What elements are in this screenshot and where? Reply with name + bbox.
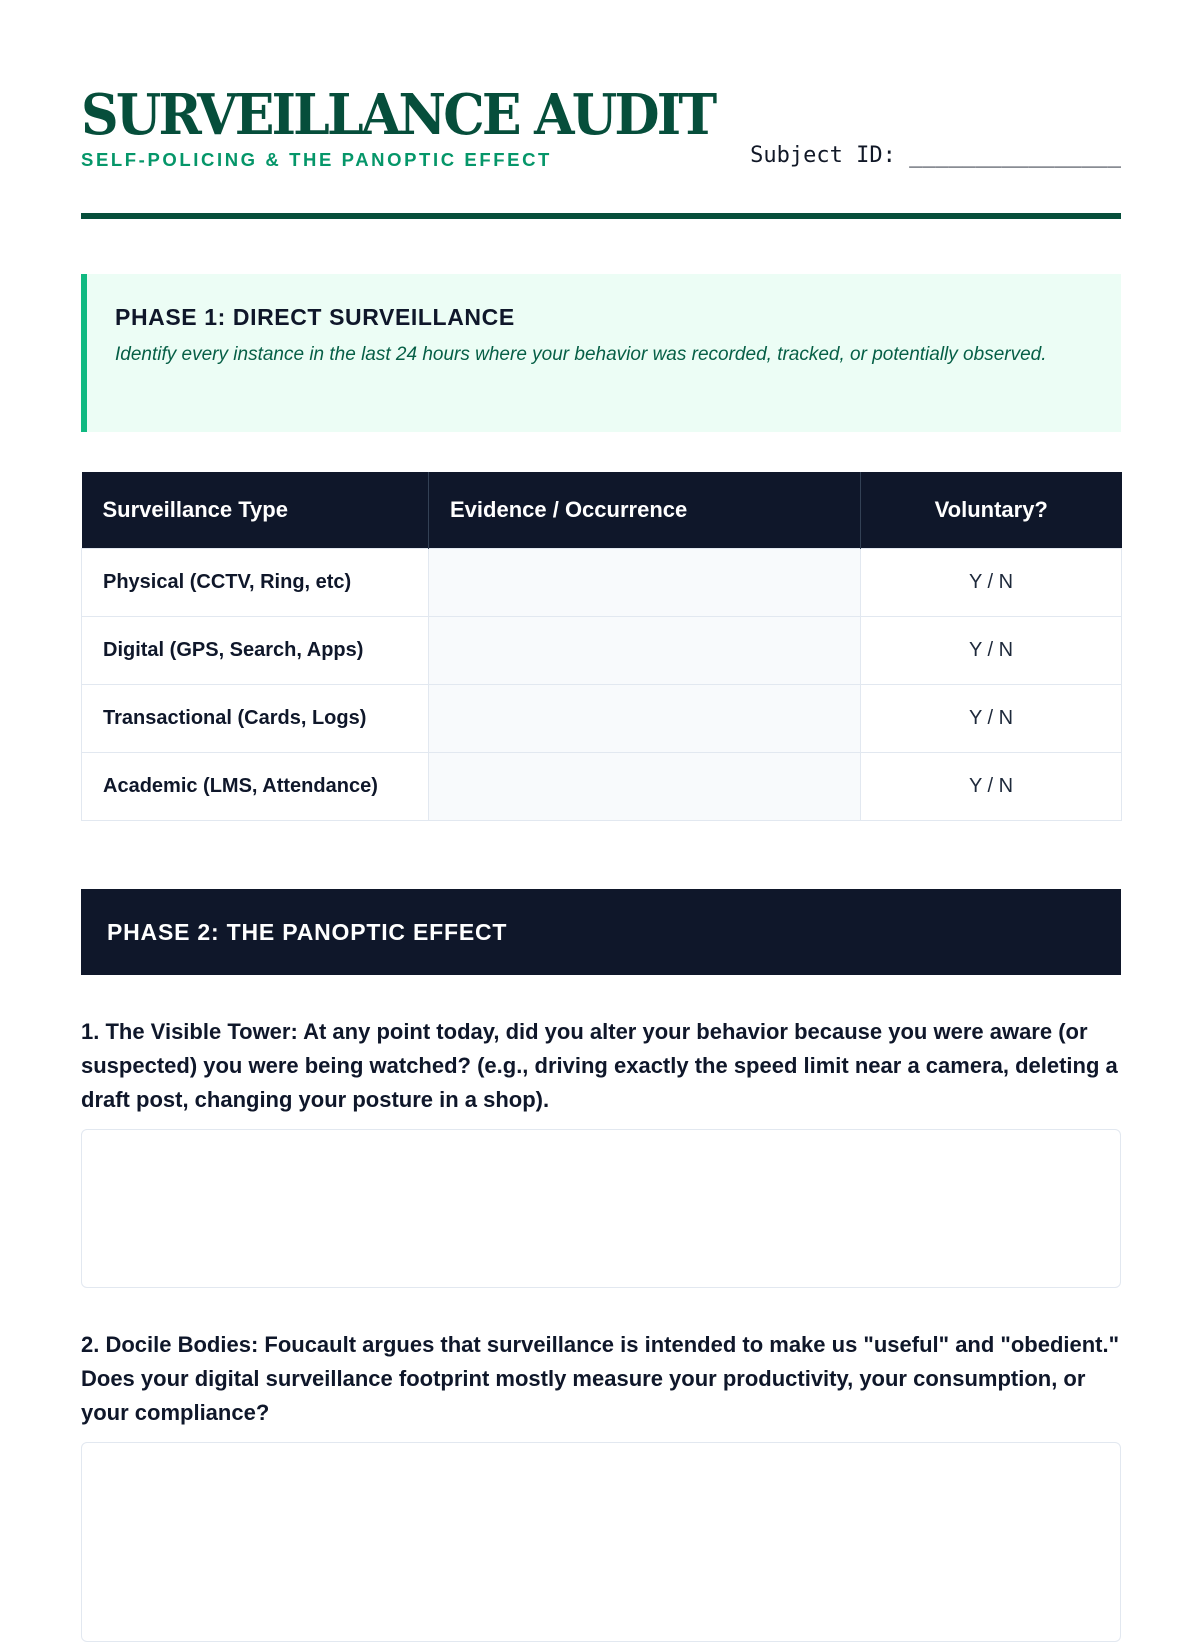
surveillance-type-cell: Digital (GPS, Search, Apps) — [82, 617, 429, 685]
table-header-row — [82, 472, 1122, 549]
worksheet-header — [81, 0, 1121, 222]
evidence-cell[interactable] — [429, 685, 861, 753]
surveillance-type-cell: Academic (LMS, Attendance) — [82, 753, 429, 821]
header-divider — [81, 213, 1121, 219]
evidence-cell[interactable] — [429, 617, 861, 685]
phase1-title: PHASE 1: DIRECT SURVEILLANCE — [115, 304, 515, 330]
page-subtitle: SELF-POLICING & THE PANOPTIC EFFECT — [81, 149, 552, 170]
evidence-cell[interactable] — [429, 753, 861, 821]
col-header-evidence: Evidence / Occurrence — [429, 472, 861, 549]
col-header-voluntary: Voluntary? — [861, 472, 1122, 549]
question-1: 1. The Visible Tower: At any point today, did you alter your behavior because you were aware (or suspected) you were being watched? (e.g., driving exactly the speed limit near a camera, deleting a draft post, changing your posture in a shop). — [81, 1019, 1118, 1112]
surveillance-table — [81, 472, 1122, 821]
subject-id-blank: ________________ — [909, 143, 1121, 168]
col-header-type: Surveillance Type — [82, 472, 429, 549]
voluntary-cell[interactable]: Y / N — [861, 617, 1122, 685]
voluntary-cell[interactable]: Y / N — [861, 685, 1122, 753]
phase2-banner — [81, 889, 1121, 975]
table-row — [82, 549, 1122, 617]
voluntary-cell[interactable]: Y / N — [861, 549, 1122, 617]
worksheet-page — [81, 0, 1121, 1425]
phase1-instructions: Identify every instance in the last 24 hours where your behavior was recorded, tracked, or potentially observed. — [115, 344, 1047, 365]
surveillance-type-cell: Transactional (Cards, Logs) — [82, 685, 429, 753]
page-title: SURVEILLANCE AUDIT — [81, 82, 715, 148]
question-2: 2. Docile Bodies: Foucault argues that surveillance is intended to make us "useful" and "obedient." Does your digital surveillance footprint mostly measure your productivity, your consumption, or your compliance? — [81, 1332, 1120, 1425]
surveillance-type-cell: Physical (CCTV, Ring, etc) — [82, 549, 429, 617]
table-row — [82, 685, 1122, 753]
subject-id-label: Subject ID: — [750, 143, 896, 168]
voluntary-cell[interactable]: Y / N — [861, 753, 1122, 821]
evidence-cell[interactable] — [429, 549, 861, 617]
phase1-callout — [81, 274, 1121, 432]
table-row — [82, 753, 1122, 821]
table-row — [82, 617, 1122, 685]
phase2-title: PHASE 2: THE PANOPTIC EFFECT — [107, 919, 508, 945]
answer-box-1[interactable] — [81, 1129, 1121, 1288]
answer-box-2[interactable] — [81, 1442, 1121, 1642]
subject-id-field[interactable] — [750, 142, 1121, 170]
